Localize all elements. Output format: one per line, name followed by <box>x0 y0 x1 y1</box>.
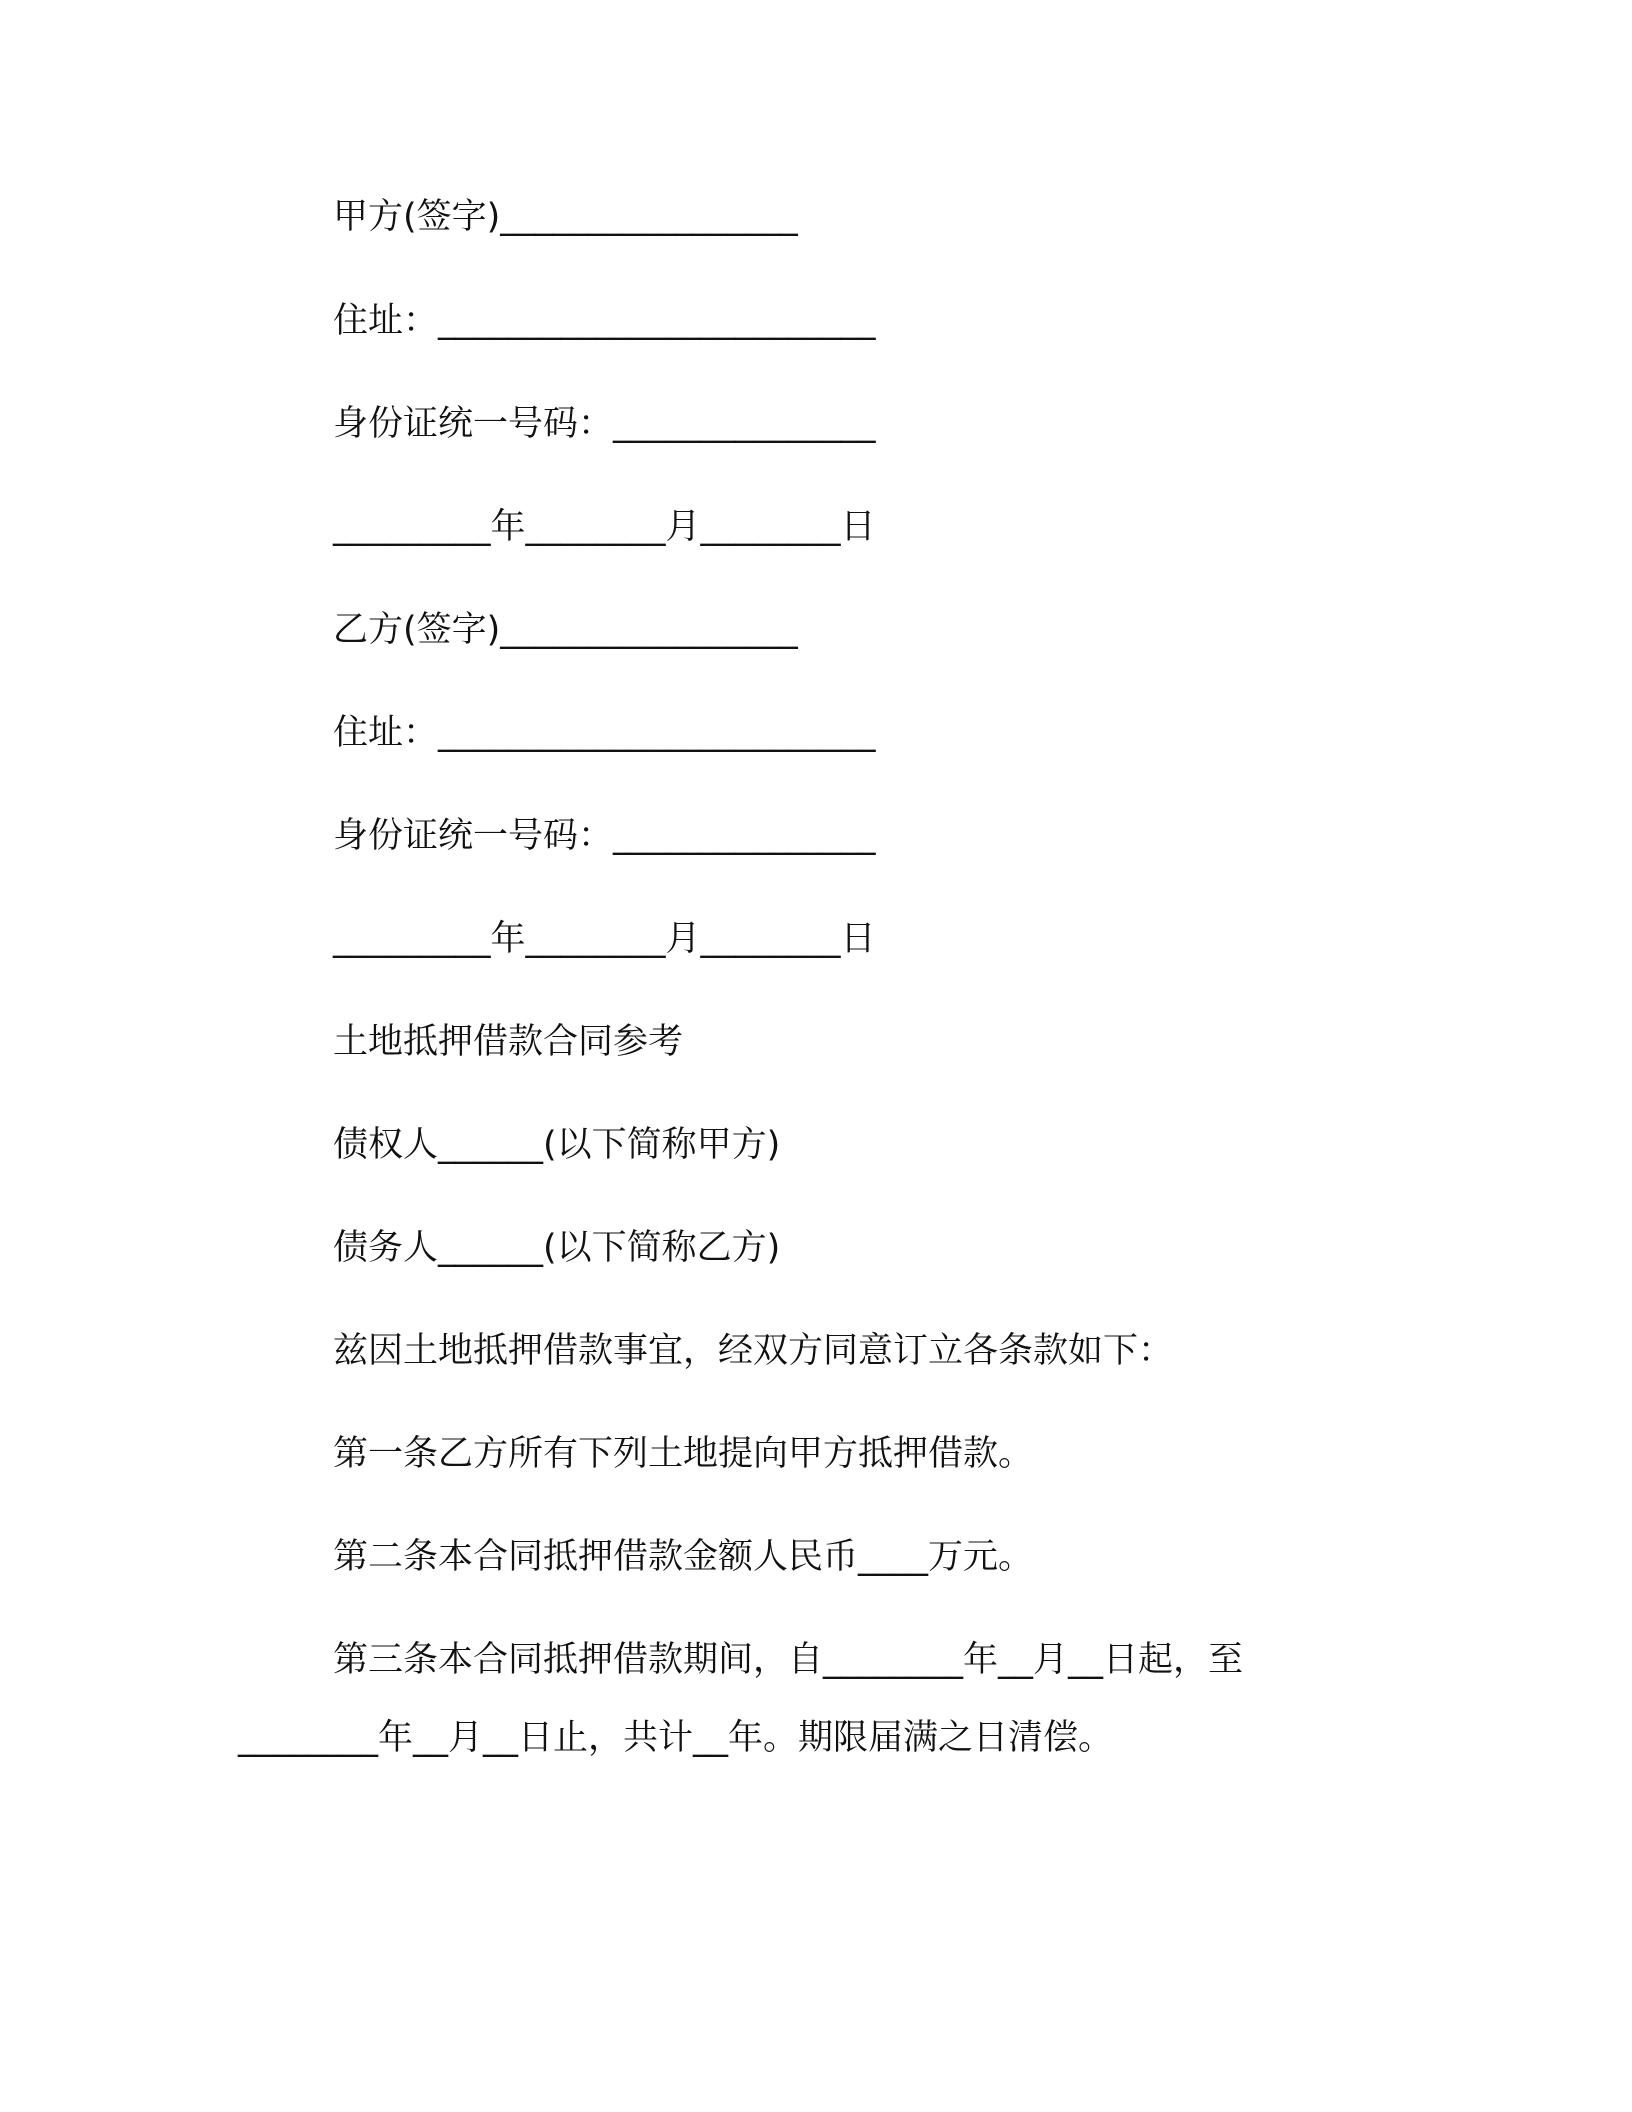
party-b-date-line: _________年________月________日 <box>333 919 876 959</box>
article-two-paragraph: 第二条本合同抵押借款金额人民币____万元。 <box>333 1537 1034 1577</box>
contract-title: 土地抵押借款合同参考 <box>333 1022 684 1062</box>
debtor-line: 债务人______(以下简称乙方) <box>333 1228 781 1268</box>
article-three-continuation: ________年__月__日止，共计__年。期限届满之日清偿。 <box>238 1718 1114 1758</box>
article-one-paragraph: 第一条乙方所有下列土地提向甲方抵押借款。 <box>333 1434 1034 1474</box>
party-b-signature-line: 乙方(签字)_________________ <box>333 610 798 650</box>
article-three-paragraph: 第三条本合同抵押借款期间，自________年__月__日起，至 <box>333 1640 1244 1680</box>
creditor-line: 债权人______(以下简称甲方) <box>333 1125 781 1165</box>
party-b-id-line: 身份证统一号码：_______________ <box>333 816 876 856</box>
party-a-date-line: _________年________月________日 <box>333 507 876 547</box>
preamble-paragraph: 兹因土地抵押借款事宜，经双方同意订立各条款如下： <box>333 1331 1174 1371</box>
party-a-signature-line: 甲方(签字)_________________ <box>333 197 798 237</box>
party-a-id-line: 身份证统一号码：_______________ <box>333 404 876 444</box>
party-b-address-line: 住址：_________________________ <box>333 713 876 753</box>
party-a-address-line: 住址：_________________________ <box>333 301 876 341</box>
